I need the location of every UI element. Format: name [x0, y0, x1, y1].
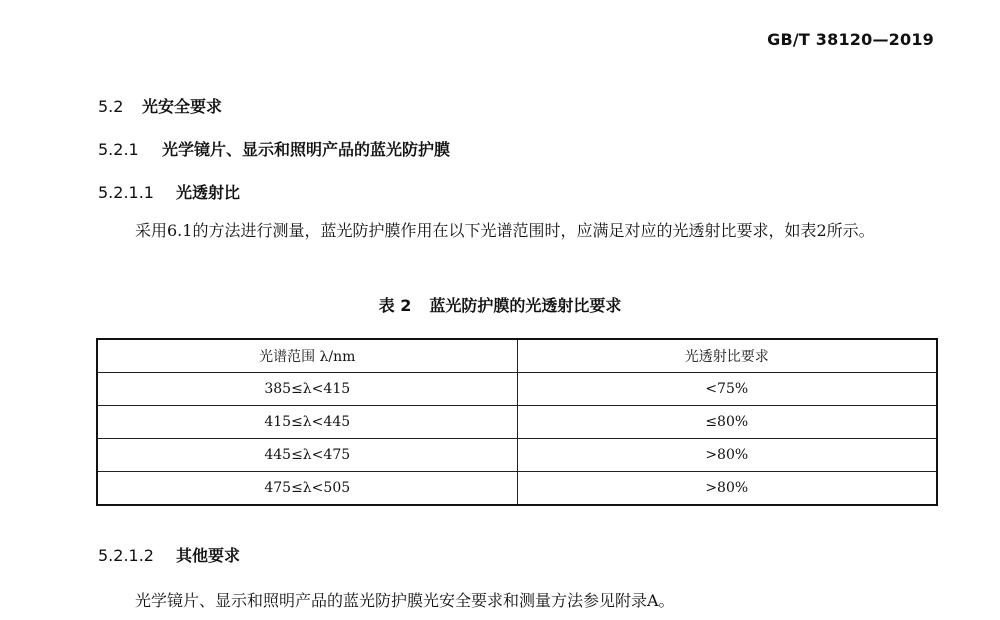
- section-heading-5-2-1-2: [98, 543, 240, 566]
- section-title: 光安全要求: [142, 97, 223, 116]
- table-row: [97, 439, 937, 472]
- transmittance-table: [96, 338, 938, 506]
- standard-code: GB/T 38120—2019: [767, 30, 934, 49]
- table-caption-label: 表 2: [378, 296, 412, 315]
- section-title: 其他要求: [176, 546, 241, 565]
- paragraph-transmittance: 采用6.1的方法进行测量，蓝光防护膜作用在以下光谱范围时，应满足对应的光透射比要求，如表2所示。: [135, 221, 875, 240]
- section-number: 5.2: [98, 97, 124, 116]
- section-number: 5.2.1.2: [98, 546, 154, 565]
- cell-spectral-range: 385≤λ<415: [97, 373, 517, 406]
- section-heading-5-2-1-1: [98, 180, 240, 203]
- section-number: 5.2.1.1: [98, 183, 154, 202]
- cell-spectral-range: 475≤λ<505: [97, 472, 517, 506]
- table-caption-title: 蓝光防护膜的光透射比要求: [429, 296, 622, 315]
- table-row: [97, 373, 937, 406]
- cell-spectral-range: 445≤λ<475: [97, 439, 517, 472]
- cell-transmittance: >80%: [517, 439, 937, 472]
- table-caption: [0, 293, 1000, 316]
- paragraph-other: 光学镜片、显示和照明产品的蓝光防护膜光安全要求和测量方法参见附录A。: [135, 591, 675, 610]
- section-title: 光学镜片、显示和照明产品的蓝光防护膜: [162, 140, 451, 159]
- cell-transmittance: >80%: [517, 472, 937, 506]
- column-header-spectral-range: 光谱范围 λ/nm: [97, 339, 517, 373]
- table-row: [97, 406, 937, 439]
- table-row: [97, 472, 937, 506]
- section-heading-5-2-1: [98, 137, 450, 160]
- section-number: 5.2.1: [98, 140, 139, 159]
- section-title: 光透射比: [176, 183, 241, 202]
- cell-transmittance: <75%: [517, 373, 937, 406]
- cell-transmittance: ≤80%: [517, 406, 937, 439]
- section-heading-5-2: [98, 94, 222, 117]
- cell-spectral-range: 415≤λ<445: [97, 406, 517, 439]
- column-header-transmittance: 光透射比要求: [517, 339, 937, 373]
- table-header-row: [97, 339, 937, 373]
